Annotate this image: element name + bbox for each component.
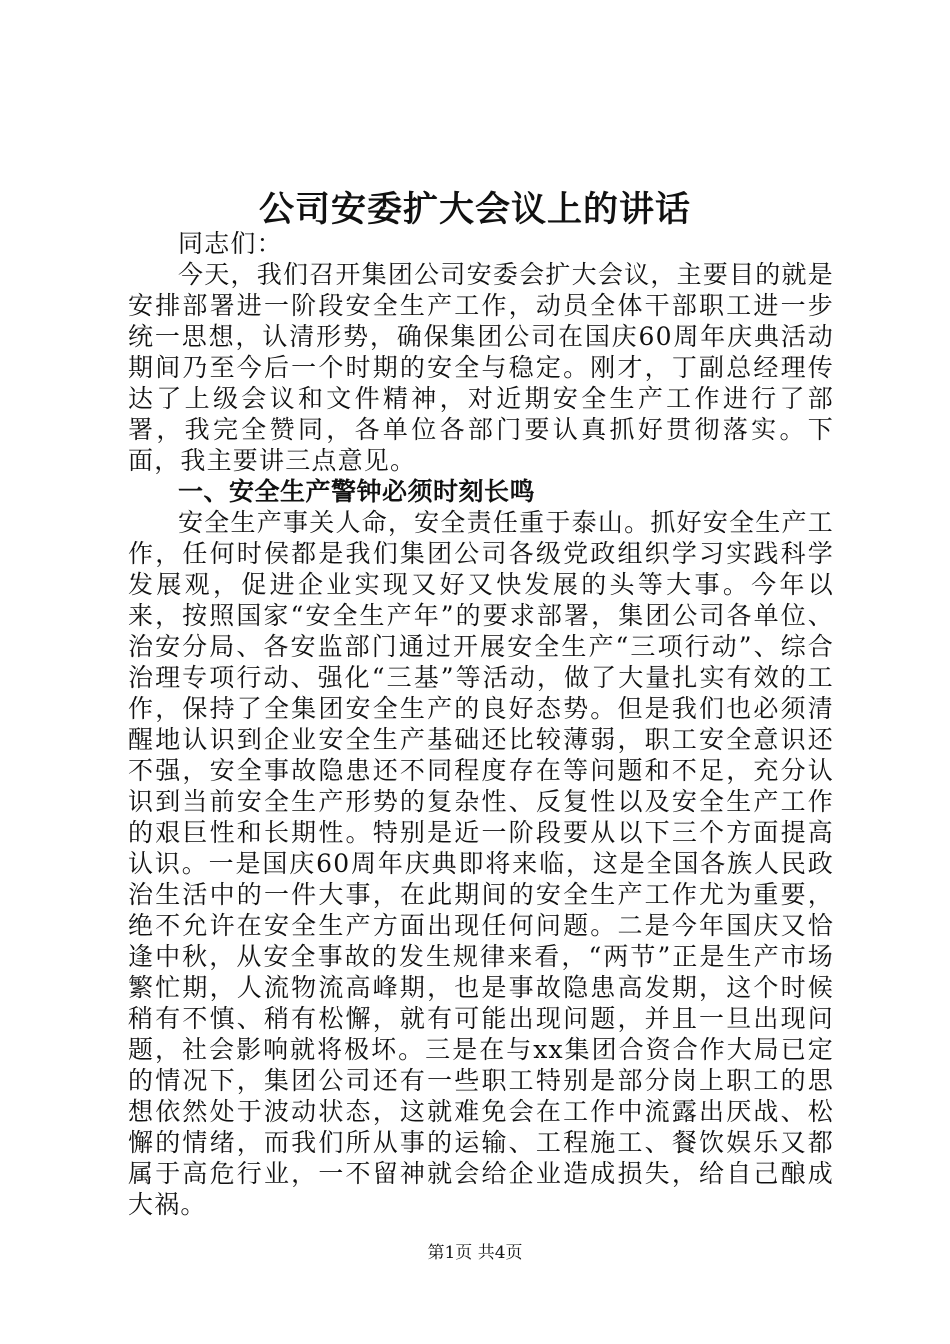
- document-body: [128, 228, 834, 1220]
- page-footer: [0, 1241, 950, 1265]
- document-title: 公司安委扩大会议上的讲话: [258, 189, 691, 230]
- page-number: 第1页 共4页: [427, 1243, 523, 1263]
- section-1-heading: 一、安全生产警钟必须时刻长鸣: [178, 477, 536, 506]
- salutation: 同志们：: [178, 229, 283, 258]
- intro-paragraph: 今天，我们召开集团公司安委会扩大会议，主要目的就是安排部署进一阶段安全生产工作，动员全体干部职工进一步统一思想，认清形势，确保集团公司在国庆60周年庆典活动期间乃至今后一个时期的安全与稳定。刚才，丁副总经理传达了上级会议和文件精神，对近期安全生产工作进行了部署，我完全赞同，各单位各部门要认真抓好贯彻落实。下面，我主要讲三点意见。: [128, 260, 834, 475]
- section-1-paragraph: 安全生产事关人命，安全责任重于泰山。抓好安全生产工作，任何时侯都是我们集团公司各级党政组织学习实践科学发展观，促进企业实现又好又快发展的头等大事。今年以来，按照国家“安全生产年”的要求部署，集团公司各单位、治安分局、各安监部门通过开展安全生产“三项行动”、综合治理专项行动、强化“三基”等活动，做了大量扎实有效的工作，保持了全集团安全生产的良好态势。但是我们也必须清醒地认识到企业安全生产基础还比较薄弱，职工安全意识还不强，安全事故隐患还不同程度存在等问题和不足，充分认识到当前安全生产形势的复杂性、反复性以及安全生产工作的艰巨性和长期性。特别是近一阶段要从以下三个方面提高认识。一是国庆60周年庆典即将来临，这是全国各族人民政治生活中的一件大事，在此期间的安全生产工作尤为重要，绝不允许在安全生产方面出现任何问题。二是今年国庆又恰逢中秋，从安全事故的发生规律来看，“两节”正是生产市场繁忙期，人流物流高峰期，也是事故隐患高发期，这个时候稍有不慎、稍有松懈，就有可能出现问题，并且一旦出现问题，社会影响就将极坏。三是在与xx集团合资合作大局已定的情况下，集团公司还有一些职工特别是部分岗上职工的思想依然处于波动状态，这就难免会在工作中流露出厌战、松懈的情绪，而我们所从事的运输、工程施工、餐饮娱乐又都属于高危行业，一不留神就会给企业造成损失，给自己酿成大祸。: [128, 508, 834, 1219]
